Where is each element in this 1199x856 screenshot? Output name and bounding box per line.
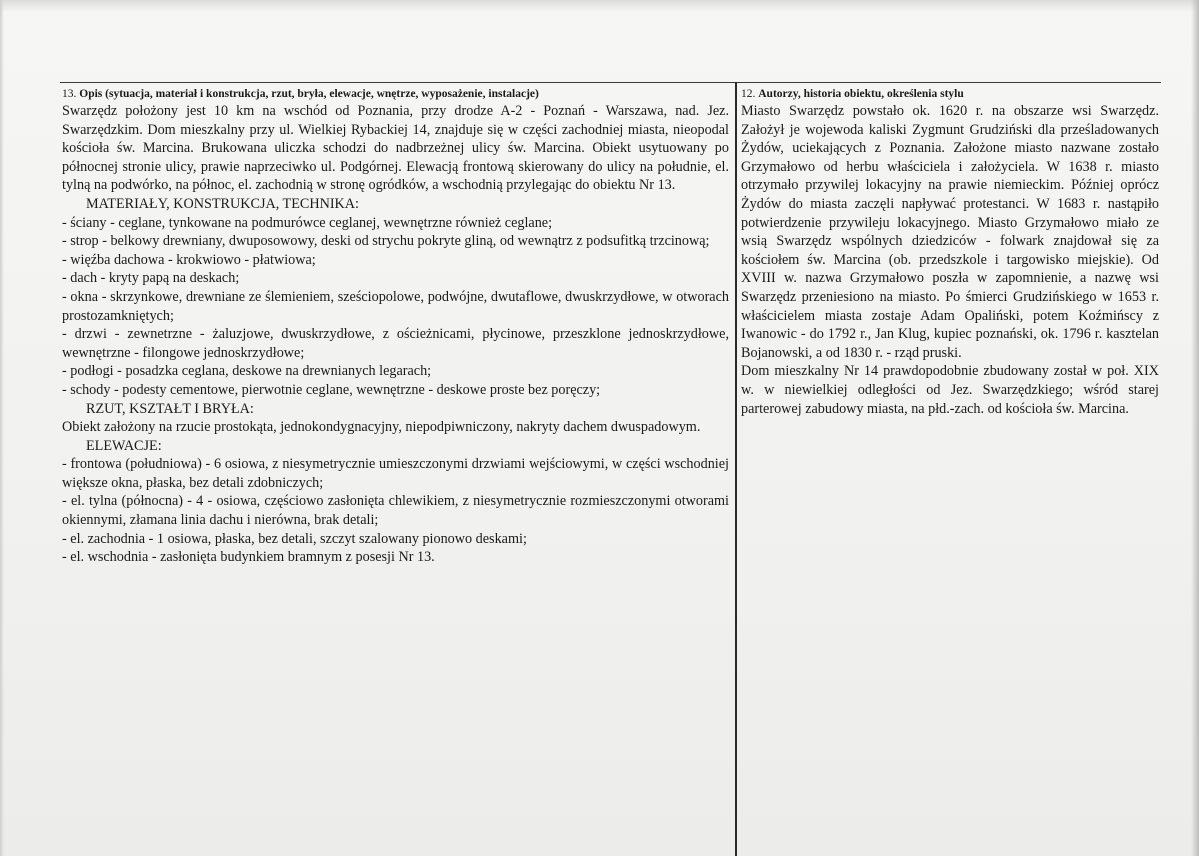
materials-item-roof-truss: - więźba dachowa - krokwiowo - płatwiowa;	[62, 251, 316, 268]
materials-item-ceiling: - strop - belkowy drewniany, dwuposowowy, deski od strychu pokryte gliną, od wewnątrz z podsufitką trzcinową;	[62, 233, 710, 250]
materials-item-doors: - drzwi - zewnetrzne - żaluzjowe, dwuskrzydłowe, z ościeżnicami, płycinowe, przeszklone jednoskrzydłowe, wewnętrzne - filongowe jednoskrzydłowe;	[62, 326, 729, 361]
building-history-paragraph: Dom mieszkalny Nr 14 prawdopodobnie zbudowany został w poł. XIX w. w niewielkiej odległości od Jez. Swarzędzkiego; wśród starej parterowej zabudowy miasta, na płd.-zach. od kościoła św. Marcina.	[741, 363, 1159, 417]
left-column-top-rule	[60, 82, 736, 83]
right-column-top-rule	[737, 82, 1161, 83]
elevation-front: - frontowa (południowa) - 6 osiowa, z niesymetrycznie umieszczonymi drzwiami wejściowymi, w części wschodniej większe okna, płaska, bez detali zdobniczych;	[62, 456, 729, 491]
column-divider	[735, 82, 737, 856]
description-heading	[62, 86, 729, 102]
materials-item-stairs: - schody - podesty cementowe, pierwotnie ceglane, wewnętrzne - deskowe proste bez poręczy;	[62, 381, 601, 398]
elevation-west: - el. zachodnia - 1 osiowa, płaska, bez detali, szczyt szalowany pionowo deskami;	[62, 530, 527, 547]
elevation-rear: - el. tylna (północna) - 4 - osiowa, częściowo zasłonięta chlewikiem, z niesymetrycznie rozmieszczonymi otworami okiennymi, złamana linia dachu i nierówna, brak detali;	[62, 493, 729, 529]
elevations-heading: ELEWACJE:	[86, 437, 162, 454]
history-section-number: 12.	[741, 88, 756, 100]
town-history-paragraph: Miasto Swarzędz powstało ok. 1620 r. na obszarze wsi Swarzędz. Założył je wojewoda kaliski Zygmunt Grudziński dla prześladowanych Żydów, uciekających z Poznania. Założone miasto nazwane zostało Grzymałowo od herbu właściciela i założyciela. W 1638 r. miasto otrzymało przywilej lokacyjny na prawie niemieckim. Później oprócz Żydów do miasta zaczęli napływać protestanci. W 1683 r. nastąpiło potwierdzenie przywileju lokacyjnego. Miasto Grzymałowo miało ze wsią Swarzędz wspólnych dziedziców - folwark znajdował się za kościołem św. Marcina (ob. przedszkole i targowisko miejskie). Od XVIII w. nazwa Grzymałowo poszła w zapomnienie, a nazwę wsi Swarzędz przeniesiono na miasto. Po śmierci Grudzińskiego w 1653 r. właścicielem miasta zostaje Adam Opaliński, potem Koźmińscy z Iwanowic - do 1792 r., Jan Klug, kupiec poznański, ok. 1796 r. kasztelan Bojanowski, a od 1830 r. - rząd pruski.	[741, 103, 1159, 361]
description-column	[62, 86, 729, 567]
materials-item-roof: - dach - kryty papą na deskach;	[62, 270, 240, 287]
materials-item-floors: - podłogi - posadzka ceglana, deskowe na drewnianych legarach;	[62, 363, 432, 380]
shape-paragraph: Obiekt założony na rzucie prostokąta, jednokondygnacyjny, niepodpiwniczony, nakryty dachem dwuspadowym.	[62, 419, 701, 436]
scan-shadow-right	[1191, 0, 1199, 856]
description-section-title: Opis (sytuacja, materiał i konstrukcja, rzut, bryła, elewacje, wnętrze, wyposażenie, instalacje)	[79, 88, 539, 100]
history-column	[741, 86, 1159, 418]
scan-shadow-top	[0, 0, 1199, 12]
elevation-east: - el. wschodnia - zasłonięta budynkiem bramnym z posesji Nr 13.	[62, 549, 435, 566]
materials-item-walls: - ściany - ceglane, tynkowane na podmurówce ceglanej, wewnętrzne również ceglane;	[62, 214, 553, 231]
shape-heading: RZUT, KSZTAŁT I BRYŁA:	[86, 400, 254, 417]
history-section-title: Autorzy, historia obiektu, określenia stylu	[758, 88, 964, 100]
materials-item-windows: - okna - skrzynkowe, drewniane ze ślemieniem, sześciopolowe, podwójne, dwutaflowe, dwuskrzydłowe, w otworach prostozamkniętych;	[62, 288, 729, 324]
history-heading	[741, 86, 1159, 102]
location-paragraph: Swarzędz położony jest 10 km na wschód od Poznania, przy drodze A-2 - Poznań - Warszawa, nad. Jez. Swarzędzkim. Dom mieszkalny przy ul. Wielkiej Rybackiej 14, znajduje się w części zachodniej miasta, nieopodal kościoła św. Marcina. Brukowana uliczka schodzi do nadbrzeżnej ulicy św. Marcina. Obiekt usytuowany po północnej stronie ulicy, prawie naprzeciwko ul. Podgórnej. Elewacją frontową skierowany do ulicy na południe, el. tylną na podwórko, na północ, el. zachodnią w stronę ogródków, a wschodnią przylegając do obiektu Nr 13.	[62, 103, 729, 194]
scan-shadow-left	[0, 0, 4, 856]
description-section-number: 13.	[62, 88, 77, 100]
materials-heading: MATERIAŁY, KONSTRUKCJA, TECHNIKA:	[86, 195, 359, 212]
